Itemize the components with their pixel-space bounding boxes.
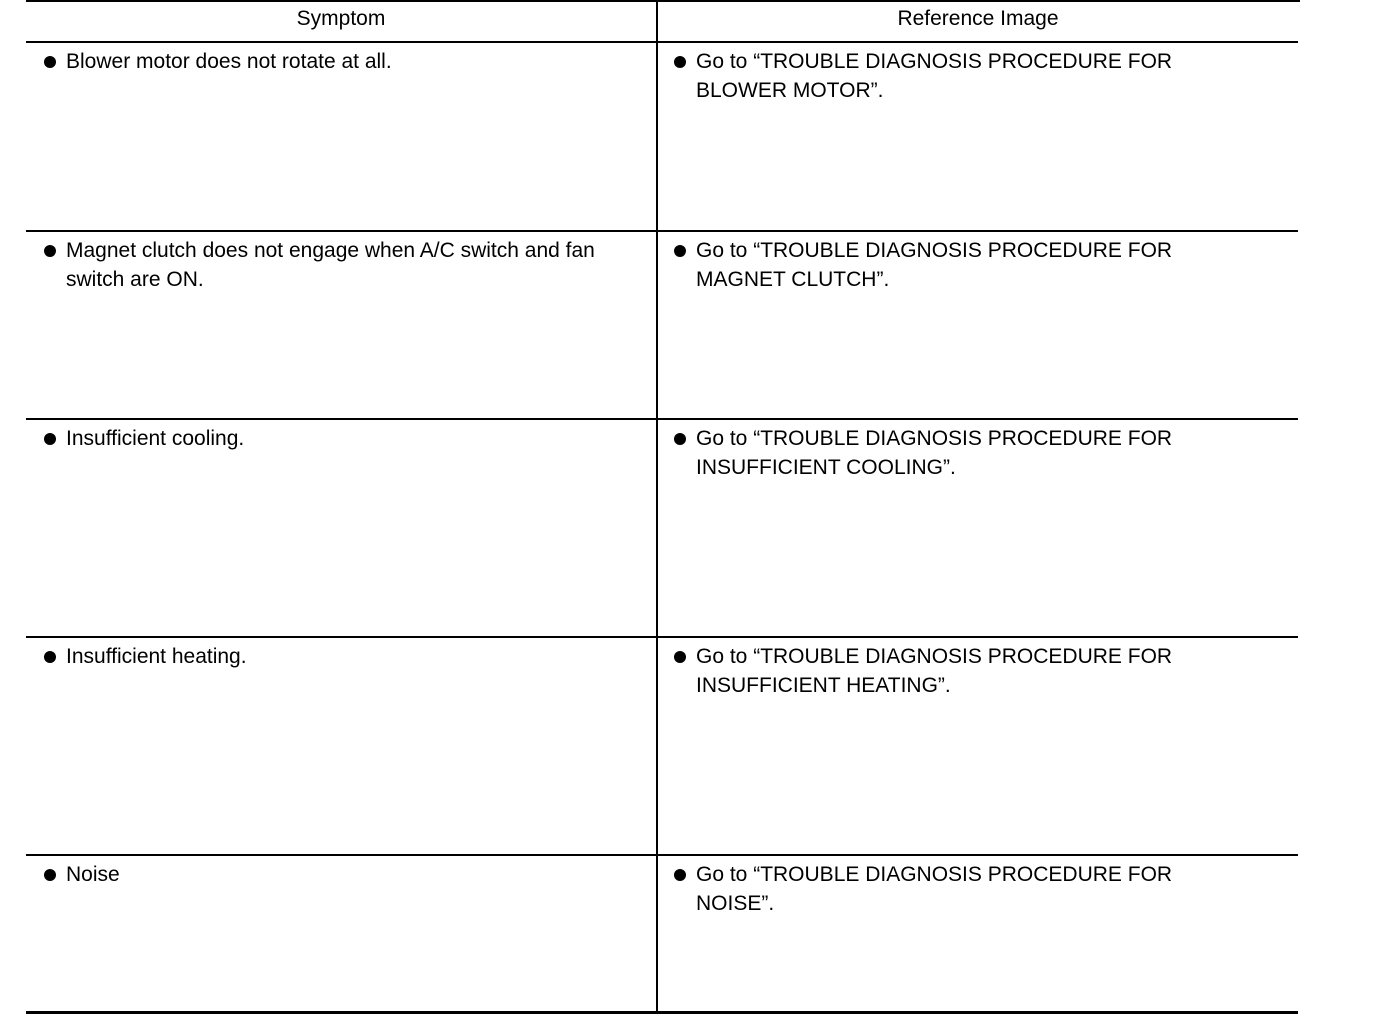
table-row-3-reference (674, 424, 1234, 482)
reference-text: Go to “TROUBLE DIAGNOSIS PROCEDURE FOR NOISE”. (696, 863, 1173, 915)
table-row-3-symptom (44, 424, 644, 453)
symptom-text: Insufficient heating. (66, 645, 247, 668)
symptom-reference-table (26, 0, 1298, 1016)
row-divider-2 (26, 418, 1298, 420)
reference-text: Go to “TROUBLE DIAGNOSIS PROCEDURE FOR MAGNET CLUTCH”. (696, 239, 1173, 291)
list-item (44, 47, 644, 76)
list-item (44, 236, 644, 294)
list-item (674, 47, 1234, 105)
bullet-icon (44, 245, 56, 257)
table-row-4-symptom (44, 642, 644, 671)
bullet-icon (674, 651, 686, 663)
table-row-5-reference (674, 860, 1234, 918)
list-item (44, 860, 644, 889)
bullet-icon (674, 433, 686, 445)
header-bottom-rule (26, 41, 1298, 43)
row-divider-3 (26, 636, 1298, 638)
reference-text: Go to “TROUBLE DIAGNOSIS PROCEDURE FOR INSUFFICIENT COOLING”. (696, 427, 1173, 479)
bullet-icon (44, 433, 56, 445)
table-row-5-symptom (44, 860, 644, 889)
row-divider-1 (26, 230, 1298, 232)
bullet-icon (674, 56, 686, 68)
list-item (44, 642, 644, 671)
list-item (674, 860, 1234, 918)
symptom-text: Blower motor does not rotate at all. (66, 50, 392, 73)
bullet-icon (44, 651, 56, 663)
list-item (674, 236, 1234, 294)
table-top-rule (26, 0, 1300, 2)
reference-text: Go to “TROUBLE DIAGNOSIS PROCEDURE FOR INSUFFICIENT HEATING”. (696, 645, 1173, 697)
symptom-text: Magnet clutch does not engage when A/C switch and fan switch are ON. (66, 239, 595, 291)
list-item (674, 642, 1234, 700)
table-bottom-rule (26, 1011, 1298, 1014)
header-reference-image: Reference Image (897, 7, 1059, 30)
table-row-1-symptom (44, 47, 644, 76)
table-row-4-reference (674, 642, 1234, 700)
symptom-text: Insufficient cooling. (66, 427, 245, 450)
bullet-icon (44, 56, 56, 68)
bullet-icon (674, 245, 686, 257)
table-row-2-symptom (44, 236, 644, 294)
list-item (44, 424, 644, 453)
table-row-1-reference (674, 47, 1234, 105)
header-symptom: Symptom (296, 7, 386, 30)
bullet-icon (44, 869, 56, 881)
list-item (674, 424, 1234, 482)
bullet-icon (674, 869, 686, 881)
column-divider (656, 0, 658, 1013)
symptom-text: Noise (66, 863, 120, 886)
table-row-2-reference (674, 236, 1234, 294)
reference-text: Go to “TROUBLE DIAGNOSIS PROCEDURE FOR BLOWER MOTOR”. (696, 50, 1173, 102)
row-divider-4 (26, 854, 1298, 856)
